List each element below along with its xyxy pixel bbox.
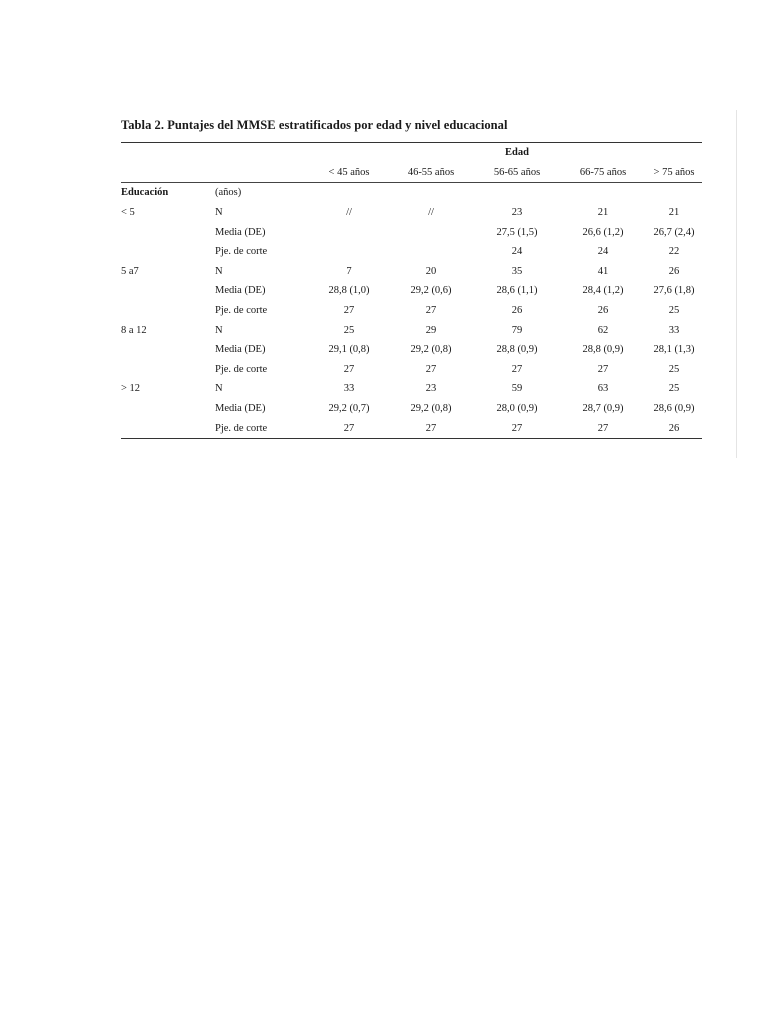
value-cell: 25	[668, 383, 680, 395]
value-cell: 33	[343, 383, 355, 395]
education-level-cell	[121, 340, 215, 360]
value-cell: 27	[597, 422, 609, 434]
value-cell: 27	[425, 305, 437, 317]
variable-cell: Media (DE)	[215, 285, 266, 297]
education-level-cell	[121, 222, 215, 242]
table-row	[121, 301, 702, 321]
value-cell: //	[428, 207, 434, 219]
variable-cell: Pje. de corte	[215, 305, 268, 317]
value-cell	[310, 222, 388, 242]
table-row	[121, 281, 702, 301]
education-level-cell: < 5	[121, 207, 135, 219]
age-column-header: 66-75 años	[579, 166, 627, 178]
table-caption: Tabla 2. Puntajes del MMSE estratificados por edad y nivel educacional	[121, 118, 508, 132]
value-cell: 29,1 (0,8)	[328, 344, 370, 356]
education-level-cell	[121, 242, 215, 262]
value-cell: 28,4 (1,2)	[582, 285, 624, 297]
value-cell: 23	[511, 207, 523, 219]
value-cell: 29,2 (0,7)	[328, 403, 370, 415]
table-bottom-rule	[121, 438, 702, 439]
value-cell: 26,7 (2,4)	[653, 226, 695, 238]
variable-cell: N	[215, 207, 223, 219]
value-cell: 27,5 (1,5)	[496, 226, 538, 238]
header-age-row	[121, 163, 702, 183]
variable-cell: N	[215, 265, 223, 277]
value-cell: 28,8 (1,0)	[328, 285, 370, 297]
age-column-header: 56-65 años	[493, 166, 541, 178]
value-cell: 26	[668, 422, 680, 434]
variable-cell: N	[215, 383, 223, 395]
mmse-table	[121, 143, 702, 182]
education-level-cell: 8 a 12	[121, 324, 147, 336]
header-group-row	[121, 143, 702, 163]
value-cell: 26	[668, 265, 680, 277]
value-cell: 28,1 (1,3)	[653, 344, 695, 356]
value-cell: 24	[511, 246, 523, 258]
table-row	[121, 360, 702, 380]
value-cell: 29	[425, 324, 437, 336]
table-row	[121, 242, 702, 262]
value-cell: 28,8 (0,9)	[582, 344, 624, 356]
table-row	[121, 399, 702, 419]
variable-cell: Pje. de corte	[215, 422, 268, 434]
years-column-label: (años)	[215, 187, 242, 199]
value-cell: 26,6 (1,2)	[582, 226, 624, 238]
value-cell: 27,6 (1,8)	[653, 285, 695, 297]
table-row	[121, 340, 702, 360]
table-row	[121, 379, 702, 399]
value-cell	[388, 242, 474, 262]
variable-cell: Media (DE)	[215, 403, 266, 415]
variable-cell: Pje. de corte	[215, 363, 268, 375]
value-cell: 27	[343, 363, 355, 375]
value-cell: 26	[511, 305, 523, 317]
table-row	[121, 203, 702, 223]
value-cell	[310, 242, 388, 262]
value-cell: 33	[668, 324, 680, 336]
value-cell: 62	[597, 324, 609, 336]
value-cell: 23	[425, 383, 437, 395]
value-cell: 35	[511, 265, 523, 277]
value-cell: 28,6 (0,9)	[653, 403, 695, 415]
table-row	[121, 262, 702, 282]
value-cell: 41	[597, 265, 609, 277]
education-level-cell	[121, 281, 215, 301]
value-cell: 59	[511, 383, 523, 395]
value-cell: 27	[511, 363, 523, 375]
age-column-header: > 75 años	[653, 166, 695, 178]
age-column-header: 46-55 años	[407, 166, 455, 178]
table-row	[121, 222, 702, 242]
education-level-cell	[121, 399, 215, 419]
table-row	[121, 418, 702, 438]
value-cell: 27	[343, 422, 355, 434]
value-cell: 7	[346, 265, 352, 277]
value-cell: 25	[668, 363, 680, 375]
table-row	[121, 320, 702, 340]
value-cell: 21	[668, 207, 680, 219]
value-cell: 20	[425, 265, 437, 277]
age-group-label: Edad	[505, 147, 529, 159]
value-cell: 27	[425, 363, 437, 375]
mmse-table-body	[121, 183, 702, 438]
value-cell: 28,8 (0,9)	[496, 344, 538, 356]
value-cell: 79	[511, 324, 523, 336]
value-cell: 26	[597, 305, 609, 317]
value-cell: 28,7 (0,9)	[582, 403, 624, 415]
value-cell: 24	[597, 246, 609, 258]
value-cell: 27	[597, 363, 609, 375]
education-level-cell	[121, 301, 215, 321]
value-cell: 21	[597, 207, 609, 219]
variable-cell: Media (DE)	[215, 226, 266, 238]
value-cell: 25	[343, 324, 355, 336]
value-cell	[388, 222, 474, 242]
value-cell: 29,2 (0,8)	[410, 403, 452, 415]
value-cell: 29,2 (0,6)	[410, 285, 452, 297]
value-cell: 27	[343, 305, 355, 317]
column-label-row	[121, 183, 702, 203]
value-cell: 27	[425, 422, 437, 434]
value-cell: 25	[668, 305, 680, 317]
variable-cell: Media (DE)	[215, 344, 266, 356]
page-edge-divider	[736, 110, 737, 458]
value-cell: 29,2 (0,8)	[410, 344, 452, 356]
education-level-cell: 5 a7	[121, 265, 139, 277]
value-cell: 27	[511, 422, 523, 434]
education-column-label: Educación	[121, 187, 169, 199]
variable-cell: Pje. de corte	[215, 246, 268, 258]
education-level-cell	[121, 418, 215, 438]
variable-cell: N	[215, 324, 223, 336]
value-cell: 22	[668, 246, 680, 258]
age-column-header: < 45 años	[328, 166, 370, 178]
education-level-cell: > 12	[121, 383, 141, 395]
table-figure	[121, 118, 702, 439]
value-cell: 28,6 (1,1)	[496, 285, 538, 297]
value-cell: 63	[597, 383, 609, 395]
value-cell: 28,0 (0,9)	[496, 403, 538, 415]
value-cell: //	[346, 207, 352, 219]
education-level-cell	[121, 360, 215, 380]
